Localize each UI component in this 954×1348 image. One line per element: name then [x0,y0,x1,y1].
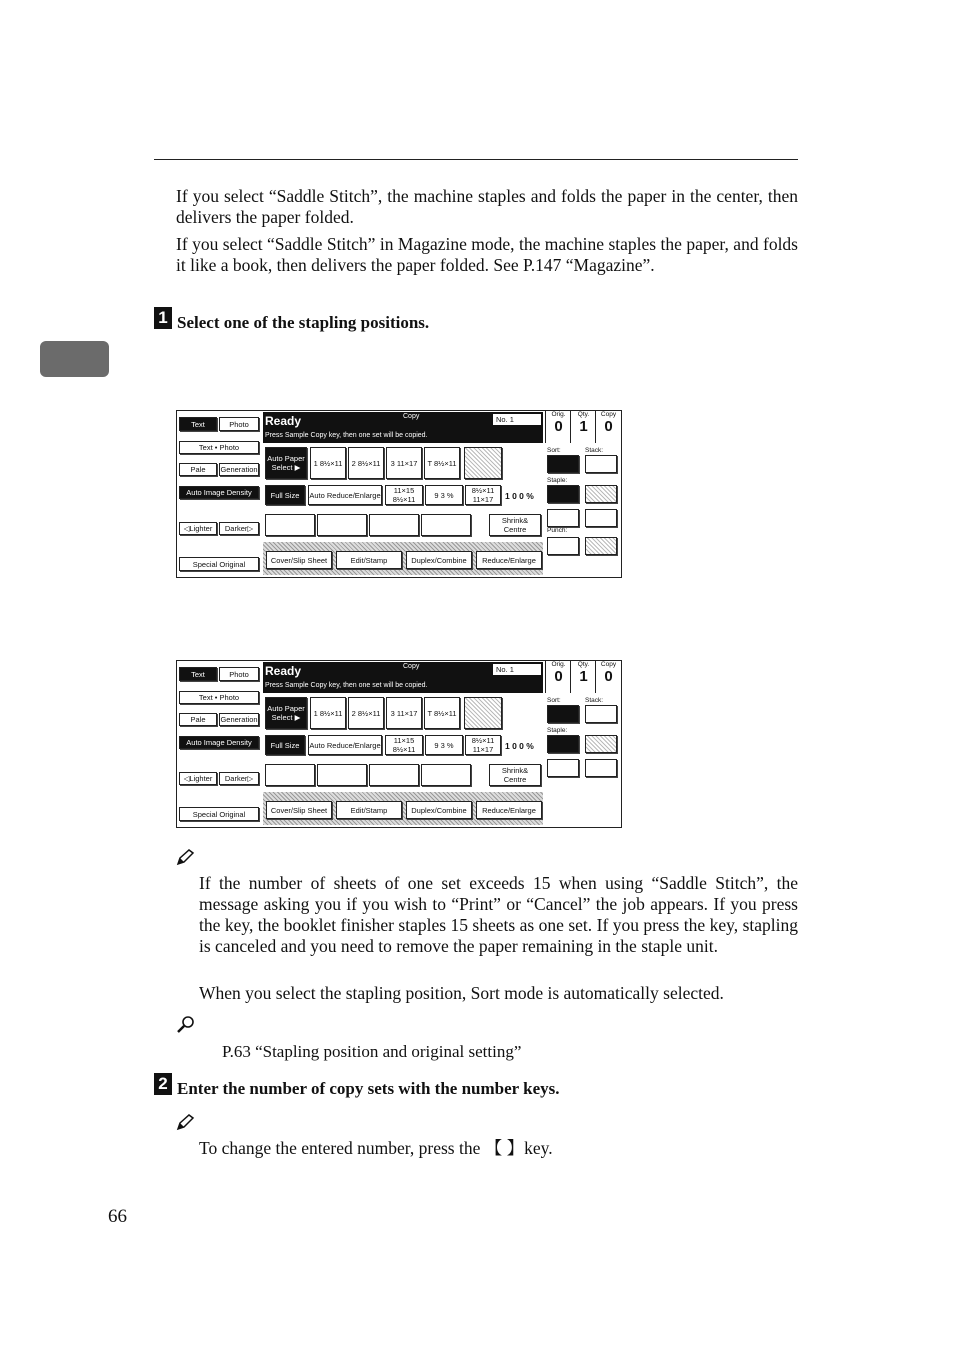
copy-label: Copy [403,413,420,420]
function-tab-button[interactable]: Edit/Stamp [336,551,402,569]
finisher-option-button[interactable] [585,759,617,777]
counter-label: Qty. [577,411,590,418]
paper-tray-button[interactable]: 3 11×17 [386,697,422,729]
paper-tray-button[interactable]: 3 11×17 [386,447,422,479]
finisher-option-button[interactable] [585,455,617,473]
finisher-option-button[interactable] [547,455,579,473]
ratio-button[interactable]: 9 3 % [425,485,463,505]
step-1-text: Select one of the stapling positions. [177,313,430,332]
paper-tray-button[interactable]: T 8½×11 [424,447,460,479]
counter-label: Qty. [577,661,590,668]
reference-text: P.63 “Stapling position and original setting” [222,1042,522,1061]
ratio-button[interactable]: 8½×11 11×17 [465,735,501,755]
note-2-text: To change the entered number, press the 【 】key. [199,1138,553,1158]
counter-label: Orig. [551,661,566,668]
counter-label: Copy [600,661,617,668]
paper-tray-button[interactable]: 1 8½×11 [310,447,346,479]
function-tab-button[interactable]: Reduce/Enlarge [476,551,542,569]
status-message: Press Sample Copy key, then one set will be copied. [265,432,428,439]
function-tab-button[interactable]: Reduce/Enlarge [476,801,542,819]
finisher-label: Staple: [547,727,568,734]
ratio-button[interactable]: Auto Reduce/Enlarge [308,735,382,755]
copier-panel-1 [176,410,622,578]
mode-button[interactable]: Photo [219,417,259,431]
function-tab-button[interactable]: Duplex/Combine [406,801,472,819]
combine-icon-button[interactable] [421,764,471,786]
shrink-centre-button[interactable]: Shrink& Centre [489,764,541,786]
counter-value: 1 [579,668,588,685]
counter-value: 0 [604,668,613,685]
mode-button[interactable]: Special Original [179,807,259,821]
finisher-label: Punch: [547,527,568,534]
counter-value: 1 [579,418,588,435]
mode-button[interactable]: Text [179,667,217,681]
counter-1 [570,661,596,693]
combine-icon-button[interactable] [421,514,471,536]
finisher-option-button[interactable] [547,509,579,527]
counter-2 [595,411,621,443]
bypass-tray-button[interactable] [464,447,502,479]
finisher-label: Sort: [547,697,561,704]
bypass-tray-button[interactable] [464,697,502,729]
header-rule [154,159,798,160]
paper-tray-button[interactable]: T 8½×11 [424,697,460,729]
mode-button[interactable]: Auto Image Density [179,486,259,499]
ready-status: Ready [265,664,302,678]
ratio-button[interactable]: 9 3 % [425,735,463,755]
finisher-label: Staple: [547,477,568,484]
magnifier-reference-icon [176,1015,196,1033]
function-tab-button[interactable]: Duplex/Combine [406,551,472,569]
auto-paper-select-button[interactable]: Auto Paper Select ▶ [265,447,307,479]
finisher-option-button[interactable] [547,705,579,723]
counter-value: 0 [554,668,563,685]
counter-0 [545,661,571,693]
finisher-label: Stack: [585,447,604,454]
mode-button[interactable]: Auto Image Density [179,736,259,749]
note-1-para-1: If the number of sheets of one set exceeds 15 when using “Saddle Stitch”, the message asking you if you wish to “Print” or “Cancel” the job appears. If you press the key, the booklet finisher staples 15 sheets as one set. If you press the key, stapling is canceled and you need to remove the paper remaining in the staple unit. [199,873,798,956]
status-message: Press Sample Copy key, then one set will be copied. [265,682,428,689]
finisher-option-button[interactable] [585,705,617,723]
finisher-option-button[interactable] [585,537,617,555]
counter-2 [595,661,621,693]
counter-0 [545,411,571,443]
paragraph-2: If you select “Saddle Stitch” in Magazine mode, the machine staples the paper, and folds it like a book, then delivers the paper folded. See P.147 “Magazine”. [176,234,798,275]
pencil-note-icon [176,848,196,866]
paragraph-1: If you select “Saddle Stitch”, the machine staples and folds the paper in the center, then delivers the paper folded. [176,186,798,227]
mode-button[interactable]: Generation [220,465,258,474]
ratio-button[interactable]: Full Size [265,485,305,505]
step-2-text: Enter the number of copy sets with the number keys. [177,1079,560,1098]
mode-button[interactable]: Darker▷ [219,522,259,535]
ratio-button[interactable]: 11×15 8½×11 [385,485,423,505]
note-1-para-2: When you select the stapling position, Sort mode is automatically selected. [199,983,724,1003]
counter-value: 0 [554,418,563,435]
finisher-option-button[interactable] [585,485,617,503]
combine-icon-button[interactable] [317,514,367,536]
copy-label: Copy [403,663,420,670]
combine-icon-button[interactable] [369,764,419,786]
combine-icon-button[interactable] [317,764,367,786]
ready-status: Ready [265,414,302,428]
auto-paper-select-button[interactable]: Auto Paper Select ▶ [265,697,307,729]
mode-button[interactable]: Text • Photo [179,691,259,704]
ratio-button[interactable]: Full Size [265,735,305,755]
status-header [263,662,543,693]
function-tab-button[interactable]: Edit/Stamp [336,801,402,819]
counter-1 [570,411,596,443]
copy-number: No. 1 [493,414,541,425]
finisher-option-button[interactable] [585,735,617,753]
paper-tray-button[interactable]: 1 8½×11 [310,697,346,729]
finisher-option-button[interactable] [585,509,617,527]
finisher-option-button[interactable] [547,735,579,753]
copier-panel-2 [176,660,622,828]
mode-button[interactable]: Pale [179,463,217,476]
function-tab-button[interactable]: Cover/Slip Sheet [266,551,332,569]
ratio-display: 1 0 0 % [505,491,534,501]
mode-button[interactable]: Photo [219,667,259,681]
mode-button[interactable]: Text • Photo [179,441,259,454]
chapter-tab [40,341,109,377]
counter-label: Orig. [551,411,566,418]
combine-icon-button[interactable] [265,764,315,786]
combine-icon-button[interactable] [265,514,315,536]
step-2-number: 2 [154,1073,172,1095]
mode-button[interactable]: Special Original [179,557,259,571]
pencil-note-icon [176,1113,196,1131]
finisher-label: Stack: [585,697,604,704]
function-tab-button[interactable]: Cover/Slip Sheet [266,801,332,819]
ratio-button[interactable]: 11×15 8½×11 [385,735,423,755]
ratio-button[interactable]: Auto Reduce/Enlarge [308,485,382,505]
finisher-option-button[interactable] [547,759,579,777]
shrink-centre-button[interactable]: Shrink& Centre [489,514,541,536]
page-number: 66 [108,1206,127,1227]
counter-value: 0 [604,418,613,435]
ratio-button[interactable]: 8½×11 11×17 [465,485,501,505]
paper-tray-button[interactable]: 2 8½×11 [348,697,384,729]
copy-number: No. 1 [493,664,541,675]
status-header [263,412,543,443]
combine-icon-button[interactable] [369,514,419,536]
finisher-option-button[interactable] [547,537,579,555]
mode-button[interactable]: ◁Lighter [179,772,217,785]
mode-button[interactable]: Generation [220,715,258,724]
mode-button[interactable]: ◁Lighter [179,522,217,535]
mode-button[interactable]: Text [179,417,217,431]
ratio-display: 1 0 0 % [505,741,534,751]
counter-label: Copy [600,411,617,418]
step-1-number: 1 [154,307,172,329]
mode-button[interactable]: Pale [179,713,217,726]
finisher-label: Sort: [547,447,561,454]
paper-tray-button[interactable]: 2 8½×11 [348,447,384,479]
mode-button[interactable]: Darker▷ [219,772,259,785]
finisher-option-button[interactable] [547,485,579,503]
